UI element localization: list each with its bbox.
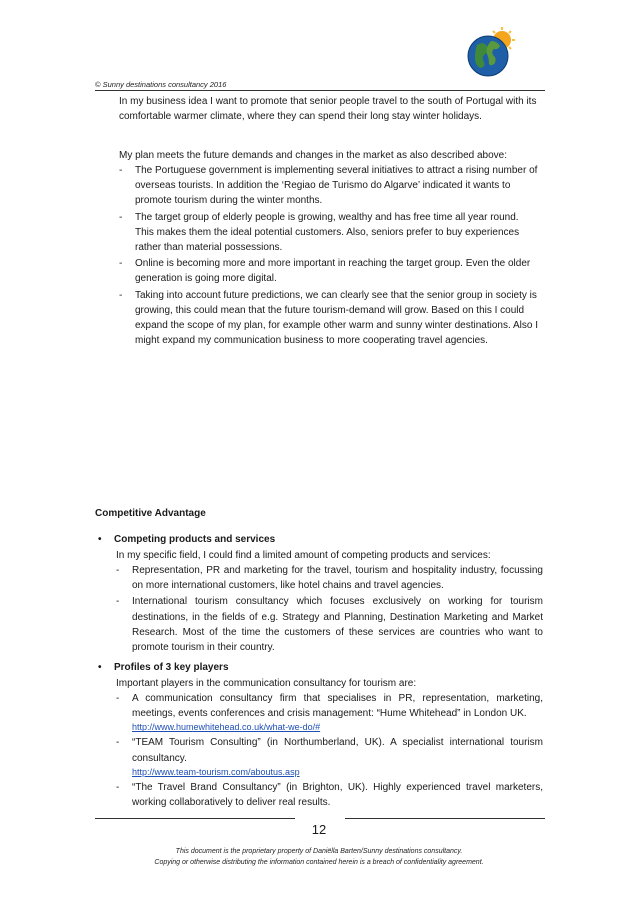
team-tourism-link[interactable]: http://www.team-tourism.com/aboutus.asp bbox=[132, 766, 300, 777]
list-item: - A communication consultancy firm that specialises in PR, representation, marketing, meetings, events conferences and crisis management: “Hume Whitehead” in London UK. http://www.humewhitehead.co.uk/what-we-do/# bbox=[116, 693, 543, 733]
footer-divider-left bbox=[95, 818, 295, 819]
section-lead: Important players in the communication consultancy for tourism are: bbox=[116, 678, 417, 689]
list-item: - Taking into account future predictions, we can clearly see that the senior group in society is growing, this could mean that the future tourism-demand will grow. Based on this I could expand the scope of my plan, for example other warm and sunny winter destinations. Also I might expand my communication business to more cooperating travel agencies. bbox=[119, 289, 538, 347]
bullet-heading: • Competing products and services bbox=[98, 534, 276, 545]
globe-sun-logo bbox=[465, 27, 517, 79]
list-item: - “The Travel Brand Consultancy” (in Brighton, UK). Highly experienced travel marketers, working collaboratively to deliver real results. bbox=[116, 781, 543, 809]
list-item: - The target group of elderly people is growing, wealthy and has free time all year round. This makes them the ideal potential customers. Also, seniors prefer to buy experiences rather than material possessions. bbox=[119, 211, 520, 254]
section-title: Competitive Advantage bbox=[95, 508, 206, 519]
list-item: - “TEAM Tourism Consulting” (in Northumberland, UK). A specialist international tourism consultancy. http://www.team-tourism.com/aboutus.asp bbox=[116, 737, 543, 777]
list-item: - International tourism consultancy which focuses exclusively on working for tourism destinations, in the fields of e.g. Strategy and Planning, Destination Marketing and Market Research. Most of the time the customers of these services are countries who want to promote tourism in their country. bbox=[116, 596, 543, 654]
footer-notice: Copying or otherwise distributing the information contained herein is a breach of confidentiality agreement. bbox=[154, 859, 484, 866]
plan-list bbox=[119, 163, 539, 349]
footer-notice: This document is the proprietary property of Daniëlla Barten/Sunny destinations consultancy. bbox=[175, 848, 463, 855]
key-players-list bbox=[116, 691, 543, 811]
header-copyright: © Sunny destinations consultancy 2016 bbox=[95, 80, 227, 89]
list-item: - Online is becoming more and more important in reaching the target group. Even the older generation is going more digital. bbox=[119, 258, 531, 285]
list-item: - The Portuguese government is implementing several initiatives to attract a rising number of overseas tourists. In addition the ‘Regiao de Turismo do Algarve’ indicated it wants to promote tourism during the winter months. bbox=[119, 165, 538, 207]
header-divider bbox=[95, 90, 545, 91]
page-number: 12 bbox=[311, 822, 327, 837]
footer-divider-right bbox=[345, 818, 545, 819]
bullet-icon: • bbox=[98, 534, 102, 545]
competitors-list bbox=[116, 563, 543, 656]
list-item: - Representation, PR and marketing for the travel, tourism and hospitality industry, focussing on more international customers, like hotel chains and travel agencies. bbox=[116, 565, 543, 592]
bullet-icon: • bbox=[98, 662, 102, 673]
globe-icon bbox=[468, 36, 508, 76]
bullet-heading: • Profiles of 3 key players bbox=[98, 662, 229, 673]
hume-whitehead-link[interactable]: http://www.humewhitehead.co.uk/what-we-do/# bbox=[132, 722, 321, 733]
section-lead: In my specific field, I could find a limited amount of competing products and services: bbox=[116, 550, 491, 561]
intro-paragraph: In my business idea I want to promote that senior people travel to the south of Portugal with its comfortable warmer climate, where they can spend their long stay winter holidays. bbox=[119, 96, 537, 123]
plan-paragraph: My plan meets the future demands and changes in the market as also described above: bbox=[119, 150, 508, 161]
